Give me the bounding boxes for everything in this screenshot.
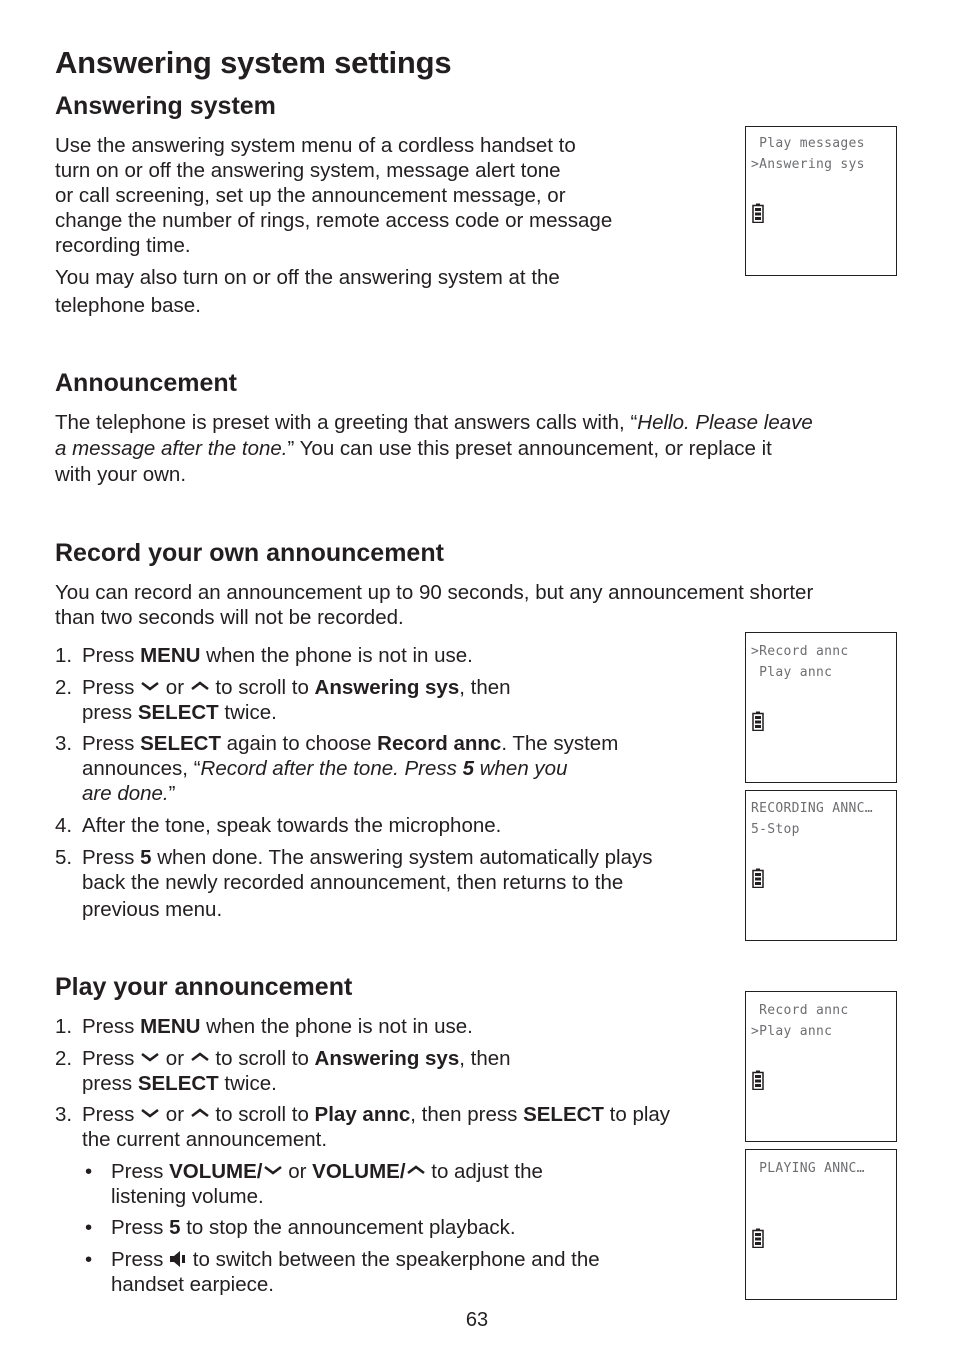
prompt-quote: Record after the tone. Press: [200, 757, 463, 780]
text-span: to adjust the: [425, 1160, 543, 1183]
step-4: After the tone, speak towards the microphone.: [82, 814, 502, 837]
text-span: Press: [111, 1160, 170, 1183]
battery-icon: [752, 1070, 764, 1090]
text-line: turn on or off the answering system, message alert tone: [55, 159, 561, 182]
text-line: [82, 675, 511, 700]
chevron-up-icon: [190, 1106, 210, 1120]
text-span: Press: [82, 732, 141, 755]
text-line: You may also turn on or off the answering system at the: [55, 266, 560, 289]
text-span: ” You can use this preset announcement, or replace it: [287, 437, 772, 460]
text-span: twice.: [218, 701, 277, 724]
text-line: [82, 756, 618, 781]
text-line: [82, 1102, 670, 1127]
screen-line: PLAYING ANNC…: [751, 1161, 865, 1176]
handset-screen: [745, 126, 897, 276]
text-line: [82, 781, 618, 806]
step-number: 2.: [55, 1047, 73, 1070]
step-number: 5.: [55, 846, 73, 869]
heading-answering-system: Answering system: [55, 92, 276, 120]
text-span: or: [160, 1103, 190, 1126]
text-line: handset earpiece.: [111, 1273, 274, 1296]
key-5: 5: [462, 757, 475, 780]
text-line: or call screening, set up the announcement message, or: [55, 184, 566, 207]
bullet-speakerphone: [111, 1247, 600, 1297]
heading-record-announcement: Record your own announcement: [55, 539, 444, 567]
key-volume-down: VOLUME/: [169, 1160, 263, 1183]
menu-answering-sys: Answering sys: [314, 1047, 460, 1070]
page-number: 63: [465, 1309, 489, 1331]
answering-system-paragraph-2: [55, 264, 560, 320]
answering-system-paragraph: [55, 133, 612, 258]
text-span: press: [82, 701, 138, 724]
record-intro: [55, 580, 935, 630]
text-span: again to choose: [220, 732, 378, 755]
chevron-up-icon: [190, 679, 210, 693]
handset-screen: [745, 790, 897, 941]
text-line: listening volume.: [111, 1185, 264, 1208]
screen-line: >Record annc: [751, 644, 849, 659]
text-line: You can record an announcement up to 90 seconds, but any announcement shorter: [55, 581, 814, 604]
page-title: Answering system settings: [55, 45, 452, 80]
key-select: SELECT: [137, 1072, 219, 1095]
speakerphone-icon: [169, 1249, 187, 1269]
key-select: SELECT: [137, 701, 219, 724]
menu-record-annc: Record annc: [377, 732, 502, 755]
text-span: The telephone is preset with a greeting that answers calls with, “: [55, 411, 638, 434]
text-span: , then: [459, 1047, 511, 1070]
greeting-quote: Hello. Please leave: [637, 411, 813, 434]
text-span: to play: [603, 1103, 671, 1126]
text-span: announces, “: [82, 757, 201, 780]
text-span: to switch between the speakerphone and the: [187, 1248, 600, 1271]
text-span: when the phone is not in use.: [200, 644, 473, 667]
text-line: [111, 1159, 543, 1184]
bullet-volume: [111, 1159, 543, 1209]
step-2: [82, 675, 511, 725]
screen-line: Play messages: [751, 136, 865, 151]
screen-line: RECORDING ANNC…: [751, 801, 873, 816]
text-line: [55, 436, 915, 462]
text-span: Press: [82, 676, 141, 699]
key-select: SELECT: [140, 732, 221, 755]
bullet: •: [85, 1248, 93, 1271]
text-line: [82, 845, 653, 870]
text-line: telephone base.: [55, 294, 201, 317]
chevron-down-icon: [140, 679, 160, 693]
screen-line: Play annc: [751, 665, 833, 680]
text-span: or: [160, 676, 190, 699]
text-span: Press: [82, 1015, 141, 1038]
prompt-quote: are done.: [82, 782, 169, 805]
battery-icon: [752, 868, 764, 888]
step-number: 1.: [55, 644, 73, 667]
text-span: Press: [82, 644, 141, 667]
text-span: or: [282, 1160, 313, 1183]
text-line: the current announcement.: [82, 1128, 328, 1151]
menu-play-annc: Play annc: [314, 1103, 411, 1126]
text-line: [82, 731, 618, 756]
step-number: 4.: [55, 814, 73, 837]
key-5: 5: [169, 1216, 181, 1239]
text-line: back the newly recorded announcement, then returns to the: [82, 871, 624, 894]
battery-icon: [752, 1228, 764, 1248]
text-line: Use the answering system menu of a cordless handset to: [55, 134, 576, 157]
step-3: [82, 1102, 670, 1152]
chevron-down-icon: [140, 1050, 160, 1064]
step-3: [82, 731, 618, 806]
text-line: recording time.: [55, 234, 191, 257]
text-span: , then press: [410, 1103, 524, 1126]
text-span: when the phone is not in use.: [200, 1015, 473, 1038]
step-number: 3.: [55, 732, 73, 755]
announcement-paragraph: [55, 410, 915, 488]
text-line: [82, 1071, 511, 1096]
screen-line: Record annc: [751, 1003, 849, 1018]
bullet-stop: [111, 1215, 516, 1240]
heading-play-announcement: Play your announcement: [55, 973, 353, 1001]
text-line: [82, 1046, 511, 1071]
text-span: when done. The answering system automatically plays: [151, 846, 653, 869]
text-span: press: [82, 1072, 138, 1095]
text-line: than two seconds will not be recorded.: [55, 606, 404, 629]
screen-line: >Answering sys: [751, 157, 865, 172]
step-1: [82, 643, 473, 668]
handset-screen: [745, 632, 897, 783]
battery-icon: [752, 203, 764, 223]
screen-line: 5-Stop: [751, 822, 800, 837]
text-line: change the number of rings, remote access code or message: [55, 209, 613, 232]
text-span: to scroll to: [209, 676, 315, 699]
text-line: [82, 700, 511, 725]
handset-screen: [745, 1149, 897, 1300]
step-5: [82, 845, 653, 922]
step-1: [82, 1014, 473, 1039]
text-span: Press: [82, 1047, 141, 1070]
chevron-down-icon: [263, 1163, 283, 1177]
text-span: to scroll to: [209, 1103, 315, 1126]
key-menu: MENU: [140, 644, 201, 667]
greeting-quote: a message after the tone.: [55, 437, 288, 460]
text-line: previous menu.: [82, 898, 223, 921]
prompt-quote: when you: [474, 757, 568, 780]
battery-icon: [752, 711, 764, 731]
screen-line: >Play annc: [751, 1024, 833, 1039]
step-2: [82, 1046, 511, 1096]
text-line: [111, 1247, 600, 1272]
text-span: to scroll to: [209, 1047, 315, 1070]
text-span: . The system: [501, 732, 619, 755]
bullet: •: [85, 1160, 93, 1183]
text-span: to stop the announcement playback.: [180, 1216, 516, 1239]
text-span: or: [160, 1047, 190, 1070]
text-span: Press: [82, 846, 141, 869]
menu-answering-sys: Answering sys: [314, 676, 460, 699]
key-5: 5: [140, 846, 152, 869]
handset-screen: [745, 991, 897, 1142]
key-select: SELECT: [523, 1103, 604, 1126]
step-number: 3.: [55, 1103, 73, 1126]
text-span: Press: [82, 1103, 141, 1126]
text-line: with your own.: [55, 463, 187, 486]
chevron-up-icon: [190, 1050, 210, 1064]
key-menu: MENU: [140, 1015, 201, 1038]
text-span: twice.: [218, 1072, 277, 1095]
key-volume-up: VOLUME/: [312, 1160, 406, 1183]
chevron-down-icon: [140, 1106, 160, 1120]
step-number: 1.: [55, 1015, 73, 1038]
chevron-up-icon: [406, 1163, 426, 1177]
text-span: , then: [459, 676, 511, 699]
text-span: ”: [168, 782, 176, 805]
step-number: 2.: [55, 676, 73, 699]
heading-announcement: Announcement: [55, 369, 237, 397]
text-span: Press: [111, 1248, 170, 1271]
text-line: [55, 410, 915, 436]
text-span: Press: [111, 1216, 170, 1239]
bullet: •: [85, 1216, 93, 1239]
